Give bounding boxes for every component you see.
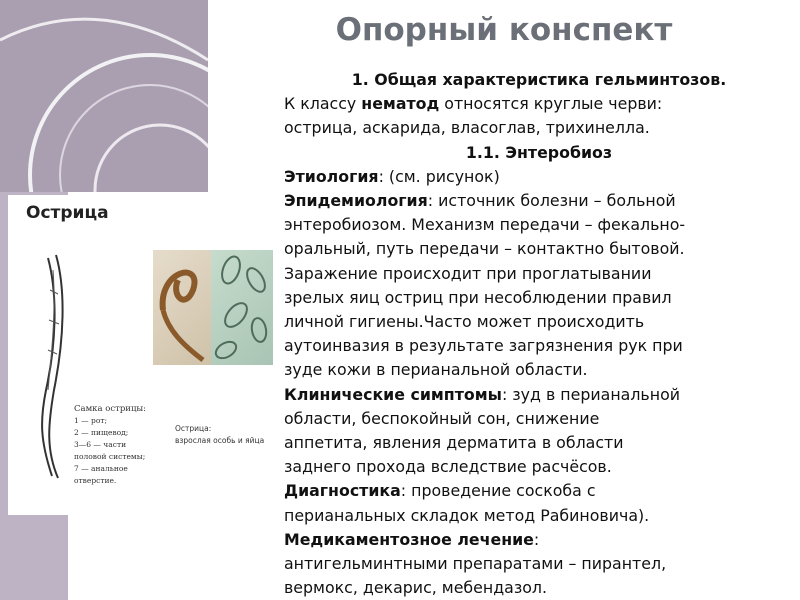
clinical-line-3: аппетита, явления дерматита в области — [284, 433, 624, 453]
subsection-heading: 1.1. Энтеробиоз — [465, 142, 613, 162]
figure-title: Острица — [26, 203, 109, 223]
diagnostics-line-2: перианальных складок метод Рабиновича). — [284, 505, 650, 525]
etiology-line: Этиология: (см. рисунок) — [284, 166, 500, 186]
treatment-line-2: антигельминтными препаратами – пирантел, — [284, 554, 667, 574]
adult-eggs-caption: Острица: взрослая особь и яйца — [175, 424, 265, 445]
epidemiology-line-2: энтеробиозом. Механизм передачи – фекально- — [284, 215, 686, 235]
epidemiology-line-3: оральный, путь передачи – контактно бытовой. — [284, 239, 685, 259]
epidemiology-line-7: аутоинвазия в результате загрязнения рук при — [284, 336, 683, 356]
adult-worm-photo — [153, 250, 211, 365]
page-title: Опорный конспект — [335, 12, 673, 48]
pinworm-drawing — [18, 250, 78, 480]
epidemiology-line-5: зрелых яиц остриц при несоблюдении правил — [284, 287, 672, 307]
corner-decoration — [0, 0, 208, 192]
clinical-line-4: заднего прохода вследствие расчёсов. — [284, 457, 612, 477]
diagnostics-line-1: Диагностика: проведение соскоба с — [284, 481, 596, 501]
decorative-arcs — [0, 0, 208, 192]
section-heading: 1. Общая характеристика гельминтозов. — [351, 70, 727, 89]
summary-text — [284, 68, 794, 600]
clinical-line-2: области, беспокойный сон, снижение — [284, 408, 600, 428]
intro-line-2: острица, аскарида, власоглав, трихинелла. — [284, 118, 650, 138]
treatment-line-3: вермокс, декарис, мебендазол. — [284, 578, 548, 598]
epidemiology-line-8: зуде кожи в перианальной области. — [284, 360, 588, 380]
epidemiology-line-1: Эпидемиология: источник болезни – больной — [284, 191, 676, 211]
treatment-line-1: Медикаментозное лечение: — [284, 529, 540, 549]
pinworm-figure — [8, 195, 273, 515]
epidemiology-line-6: личной гигиены.Часто может происходить — [284, 312, 645, 332]
clinical-line-1: Клинические симптомы: зуд в перианальной — [284, 384, 680, 404]
epidemiology-line-4: Заражение происходит при проглатывании — [284, 263, 652, 283]
eggs-photo — [211, 250, 273, 365]
intro-line-1: К классу нематод относятся круглые черви: — [284, 94, 663, 114]
female-pinworm-caption: Самка острицы: 1 — рот; 2 — пищевод; 3—6 — части половой системы; 7 — анальное отверстие. — [74, 404, 147, 485]
